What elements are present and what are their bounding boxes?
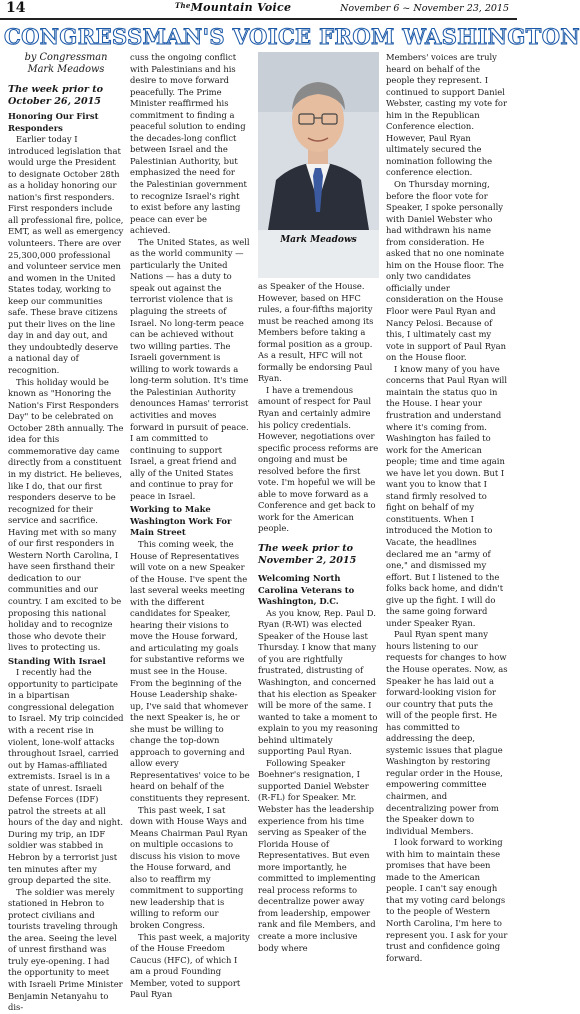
week-heading: The week prior to November 2, 2015 <box>258 543 357 567</box>
section-heading: Honoring Our First Responders <box>8 111 99 133</box>
issue-date: November 6 ~ November 23, 2015 <box>340 3 509 14</box>
paragraph: Earlier today I introduced legislation that would urge the President to designate October 28th as a holiday honoring our nation's first responders. First responders include all professional fire, police, EMT, as well as emergency volunteers. There are over 25,300,000 professional and volunteer service men and women in the United States today, working to keep our communities safe. These brave citizens put their lives on the line day in and day out, and they undoubtedly deserve a national day of recognition. <box>8 134 124 376</box>
masthead-title: Mountain Voice <box>190 1 292 14</box>
paragraph: The United States, as well as the world community — particularly the United Nations — has a duty to speak out against the terrorist violence that is plaguing the streets of Israel. No long-term peace can be achieved without two willing parties. The Israeli government is willing to work towards a long-term solution. It's time the Palestinian Authority denounces Hamas' terrorist activities and moves forward in pursuit of peace. I am committed to continuing to support Israel, a great friend and ally of the United States and continue to pray for peace in Israel. <box>130 236 250 501</box>
paragraph: as Speaker of the House. However, based on HFC rules, a four-fifths majority must be reached among its Members before taking a formal position as a group. As a result, HFC will not formally be endorsing Paul Ryan. <box>258 281 374 384</box>
byline-line-2: Mark Meadows <box>27 64 105 75</box>
paragraph: I know many of you have concerns that Paul Ryan will maintain the status quo in the House. I hear your frustration and understand where it's coming from. Washington has failed to work for the American people; time and time again we have let you down. But I want you to know that I stand firmly resolved to fight on behalf of my constituents. When I introduced the Motion to Vacate, the headlines declared me an "army of one," and dismissed my effort. But I listened to the folks back home, and didn't give up the fight. I will do the same going forward under Speaker Ryan. <box>386 363 508 628</box>
section-heading: Standing With Israel <box>8 655 106 666</box>
portrait-image <box>258 52 379 230</box>
article-column-1 <box>8 52 124 1013</box>
paragraph: This holiday would be known as "Honoring the Nation's First Responders Day" to be celebrated on October 28th annually. The idea for this commemorative day came directly from a constituent in my district. He believes, like I do, that our first responders deserve to be recognized for their service and sacrifice. Having met with so many of our first responders in Western North Carolina, I have seen firsthand their dedication to our communities and our country. I am excited to be proposing this national holiday and to recognize those who devote their lives to protecting us. <box>8 376 124 653</box>
paragraph: On Thursday morning, before the floor vote for Speaker, I spoke personally with Daniel Webster who had withdrawn his name from consideration. He asked that no one nominate him on the House floor. The only two candidates officially under consideration on the House Floor were Paul Ryan and Nancy Pelosi. Because of this, I ultimately cast my vote in support of Paul Ryan on the House floor. <box>386 179 507 363</box>
article-column-2 <box>130 52 250 1000</box>
week-heading: The week prior to October 26, 2015 <box>8 84 104 107</box>
paragraph: The soldier was merely stationed in Hebron to protect civilians and tourists traveling through the area. Seeing the level of unrest firsthand was truly eye-opening. I had the opportunity to meet with Israeli Prime Minister Benjamin Netanyahu to dis- <box>8 886 123 1013</box>
column-banner-title: CONGRESSMAN'S VOICE FROM WASHINGTON <box>4 24 580 49</box>
paragraph: As you know, Rep. Paul D. Ryan (R-WI) was elected Speaker of the House last Thursday. I know that many of you are rightfully frustrated, distrusting of Washington, and concerned that his election as Speaker will be more of the same. I wanted to take a moment to explain to you my reasoning behind ultimately supporting Paul Ryan. <box>258 607 378 757</box>
paragraph: cuss the ongoing conflict with Palestinians and his desire to move forward peacefully. The Prime Minister reaffirmed his commitment to finding a peaceful solution to ending the decades-long conflict between Israel and the Palestinian Authority, but emphasized the need for the Palestinian government to recognize Israel's right to exist before any lasting peace can ever be achieved. <box>130 52 247 236</box>
article-column-4 <box>386 52 508 963</box>
paragraph: This past week, I sat down with House Ways and Means Chairman Paul Ryan on multiple occasions to discuss his vision to move the House forward, and also to reaffirm my commitment to supporting new leadership that is willing to reform our broken Congress. <box>130 804 248 931</box>
paragraph: I look forward to working with him to maintain these promises that have been made to the American people. I can't say enough that my voting card belongs to the people of Western North Carolina, I'm here to represent you. I ask for your trust and confidence going forward. <box>386 837 508 963</box>
paragraph: Paul Ryan spent many hours listening to our requests for changes to how the House operates. Now, as Speaker he has laid out a forward-looking vision for our country that puts the will of the people first. He has committed to addressing the deep, systemic issues that plague Washington by restoring regular order in the House, empowering committee chairmen, and decentralizing power from the Speaker down to individual Members. <box>386 629 508 836</box>
byline-line-1: by Congressman <box>24 52 108 63</box>
paragraph: I have a tremendous amount of respect for Paul Ryan and certainly admire his policy credentials. However, negotiations over specific process reforms are ongoing and must be resolved before the first vote. I'm hopeful we will be able to move forward as a Conference and get back to work for the American people. <box>258 384 379 534</box>
masthead <box>175 1 291 14</box>
section-heading: Working to Make Washington Work For Main Street <box>130 504 232 538</box>
paragraph: This past week, a majority of the House Freedom Caucus (HFC), of which I am a proud Founding Member, voted to support Paul Ryan <box>130 931 250 1000</box>
masthead-the: The <box>175 1 191 10</box>
paragraph: I recently had the opportunity to participate in a bipartisan congressional delegation to Israel. My trip coincided with a recent rise in violent, lone-wolf attacks throughout Israel, carried out by Hamas-affiliated extremists. Israel is in a state of unrest. Israeli Defense Forces (IDF) patrol the streets at all hours of the day and night. During my trip, an IDF soldier was stabbed in Hebron by a terrorist just ten minutes after my group departed the site. <box>8 667 124 886</box>
paragraph: This coming week, the House of Representatives will vote on a new Speaker of the House. I've spent the last several weeks meeting with the different candidates for Speaker, hearing their visions to move the House forward, and articulating my goals for substantive reforms we must see in the House. From the beginning of the House Leadership shake-up, I've said that whomever the next Speaker is, he or she must be willing to change the top-down approach to governing and allow every Representatives' voice to be heard on behalf of the constituents they represent. <box>130 538 250 803</box>
photo-caption: Mark Meadows <box>280 235 357 245</box>
paragraph: Following Speaker Boehner's resignation, I supported Daniel Webster (R-FL) for Speaker. Mr. Webster has the leadership experience from his time serving as Speaker of the Florida House of Representatives. But even more importantly, he committed to implementing real process reforms to decentralize power away from leadership, empower rank and file Members, and create a more inclusive body where <box>258 757 376 953</box>
article-column-3 <box>258 281 379 953</box>
page-number: 14 <box>6 0 26 16</box>
section-heading: Welcoming North Carolina Veterans to Washington, D.C. <box>258 573 355 607</box>
paragraph: Members' voices are truly heard on behalf of the people they represent. I continued to support Daniel Webster, casting my vote for him in the Republican Conference election. However, Paul Ryan ultimately secured the nomination following the conference election. <box>386 52 507 178</box>
header-rule <box>0 18 517 20</box>
